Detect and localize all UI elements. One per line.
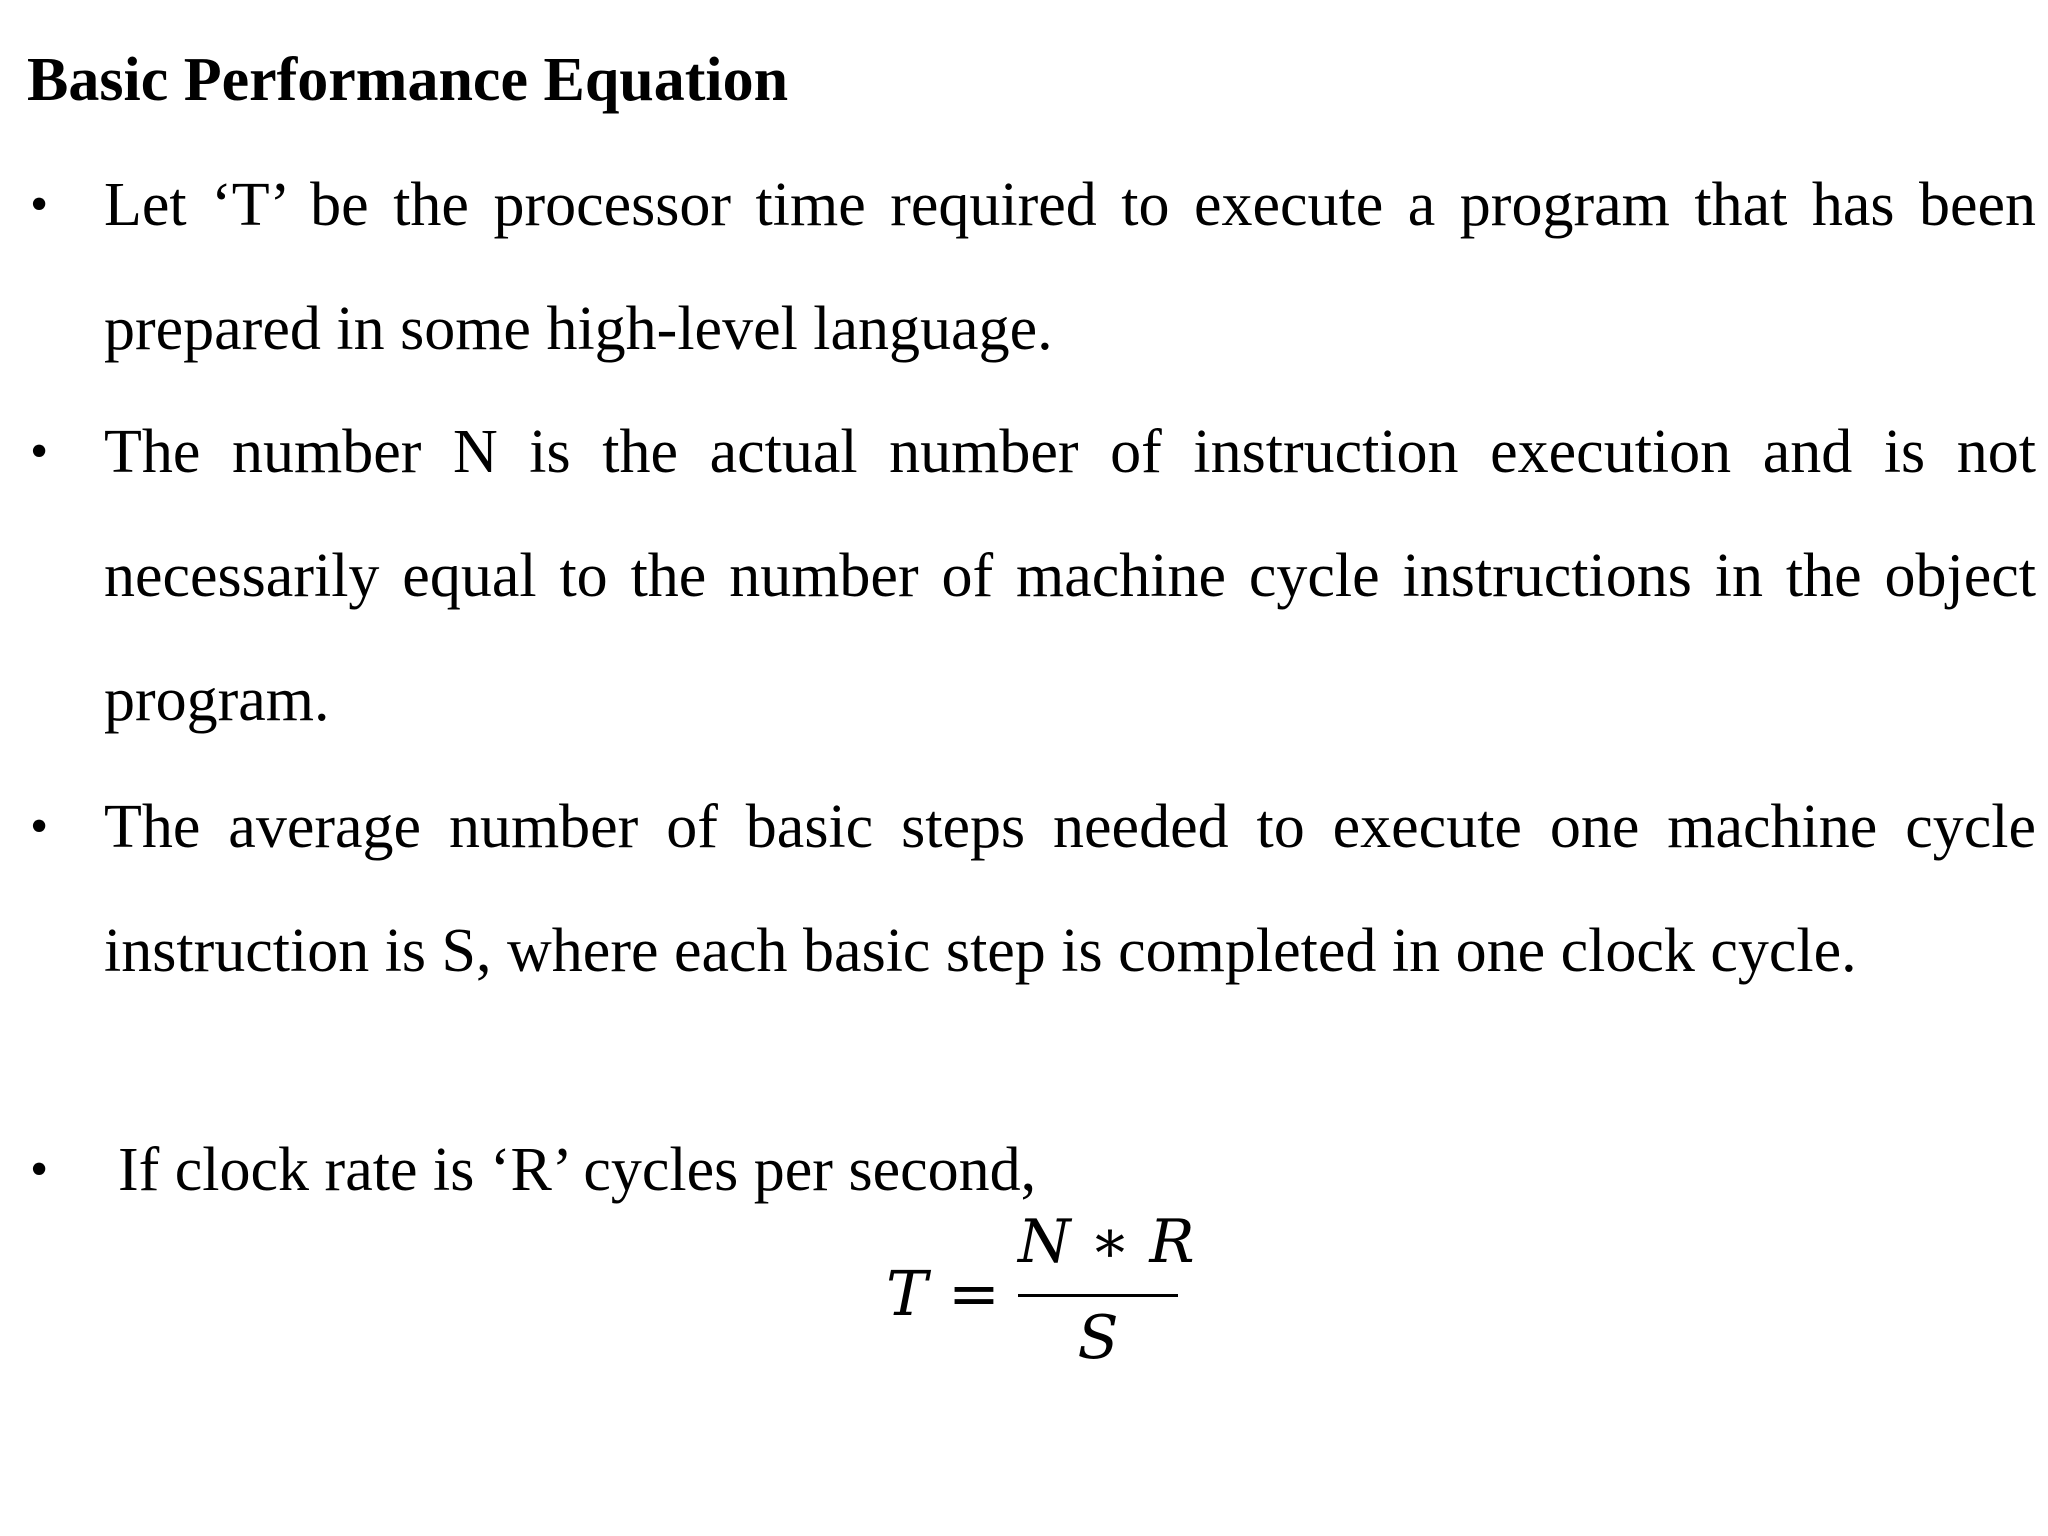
fraction-bar	[1018, 1294, 1178, 1297]
equation-denominator: S	[1077, 1303, 1119, 1373]
performance-equation	[878, 1207, 1198, 1373]
equation-numerator: N ∗ R	[1018, 1207, 1195, 1277]
page-title: Basic Performance Equation	[27, 46, 789, 114]
bullet-marker: •	[30, 798, 49, 855]
equation-lhs: T	[886, 1257, 928, 1330]
bullet-text: The number N is the actual number of instruction execution and is not necessarily equal to the number of machine cycle instructions in the object program.	[104, 418, 2036, 734]
bullet-text: If clock rate is ‘R’ cycles per second,	[118, 1136, 1037, 1204]
bullet-marker: •	[30, 176, 49, 233]
bullet-marker: •	[30, 423, 49, 480]
bullet-text: The average number of basic steps needed to execute one machine cycle instruction is S, where each basic step is completed in one clock cycle.	[104, 793, 2036, 985]
bullet-marker: •	[30, 1141, 49, 1198]
equation-equals-sign: =	[948, 1257, 1000, 1330]
bullet-text: Let ‘T’ be the processor time required to execute a program that has been prepared in some high-level language.	[104, 171, 2036, 363]
